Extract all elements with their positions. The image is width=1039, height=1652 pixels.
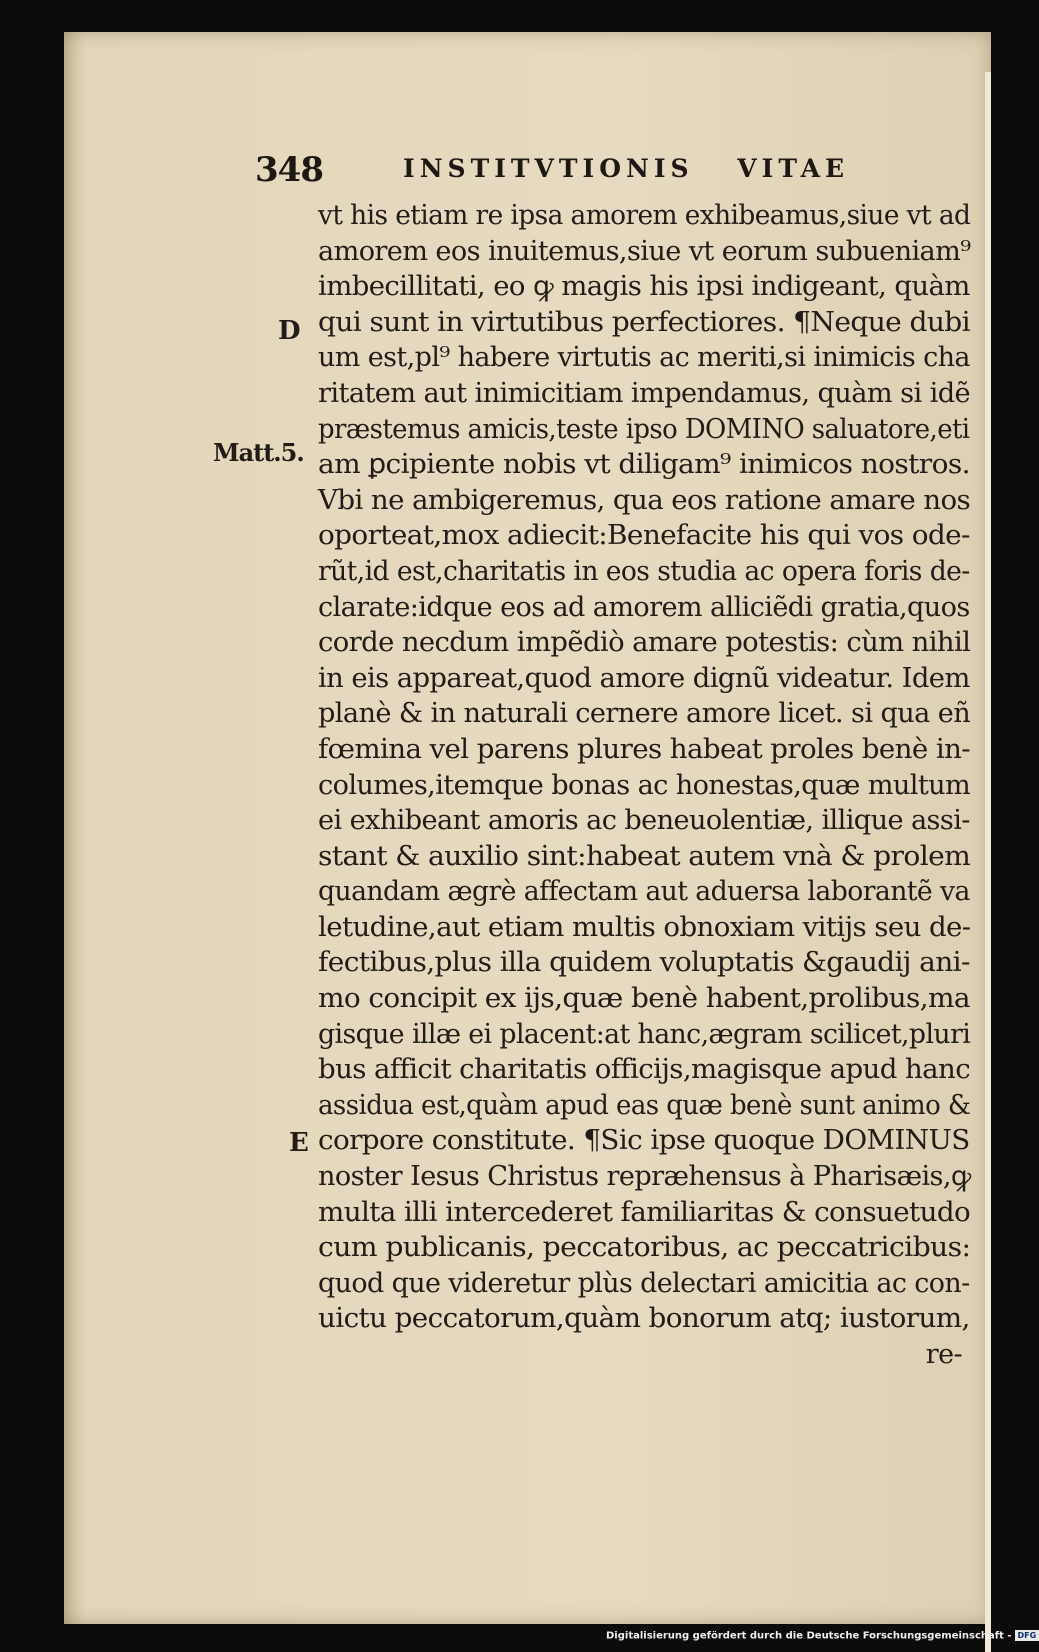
text-line: ritatem aut inimicitiam impendamus, quàm si idẽ [318, 377, 971, 409]
text-line: letudine,aut etiam multis obnoxiam vitijs seu de- [318, 911, 971, 943]
catchword: re- [925, 1339, 962, 1370]
text-line: rũt,id est,charitatis in eos studia ac opera foris de- [318, 555, 970, 587]
running-title: INSTITVTIONIS VITAE [403, 154, 850, 183]
text-line: ei exhibeant amoris ac beneuolentiæ, illique assi- [318, 805, 970, 837]
text-line: oporteat,mox adiecit:Benefacite his qui vos ode- [318, 520, 970, 552]
footer-credit [606, 1630, 1039, 1642]
text-line: assidua est,quàm apud eas quæ benè sunt animo & [318, 1089, 971, 1121]
marginal-section-e: E [289, 1128, 309, 1158]
text-line: corpore constitute. ¶Sic ipse quoque DOMINUS [318, 1125, 970, 1157]
text-line: qui sunt in virtutibus perfectiores. ¶Neque dubi [318, 306, 970, 338]
page-number: 348 [255, 150, 323, 190]
text-line: in eis appareat,quod amore dignũ videatur. Idem [318, 662, 970, 694]
text-line: amorem eos inuitemus,siue vt eorum subueniam⁹ [318, 235, 971, 267]
text-line: cum publicanis, peccatoribus, ac peccatricibus: [318, 1232, 971, 1264]
text-line: quandam ægrè affectam aut aduersa laborantẽ va [318, 876, 970, 908]
marginal-reference: Matt.5. [213, 438, 304, 467]
text-line: multa illi intercederet familiaritas & consuetudo [318, 1196, 971, 1228]
text-line: Vbi ne ambigeremus, qua eos ratione amare nos [318, 484, 971, 516]
text-line: uictu peccatorum,quàm bonorum atq; iustorum, [318, 1303, 970, 1335]
text-line: am ꝑcipiente nobis vt diligam⁹ inimicos nostros. [318, 449, 970, 481]
marginal-section-d: D [278, 316, 301, 346]
text-line: gisque illæ ei placent:at hanc,ægram scilicet,pluri [318, 1018, 971, 1050]
text-line: bus afficit charitatis officijs,magisque apud hanc [318, 1054, 971, 1086]
text-line: quod que videretur plùs delectari amicitia ac con- [318, 1267, 970, 1299]
text-line: corde necdum impẽdiò amare potestis: cùm nihil [318, 627, 971, 659]
text-line: clarate:idque eos ad amorem alliciẽdi gratia,quos [318, 591, 970, 623]
text-line: imbecillitati, eo ꝙ magis his ipsi indigeant, quàm [318, 271, 970, 303]
text-line: columes,itemque bonas ac honestas,quæ multum [318, 769, 971, 801]
text-line: præstemus amicis,teste ipso DOMINO saluatore,eti [318, 413, 970, 445]
text-line: mo concipit ex ijs,quæ benè habent,prolibus,ma [318, 983, 970, 1015]
page-header [255, 150, 895, 190]
text-line: um est,pl⁹ habere virtutis ac meriti,si inimicis cha [318, 342, 970, 374]
footer-credit-text: Digitalisierung gefördert durch die Deutsche Forschungsgemeinschaft - [606, 1630, 1012, 1642]
dfg-logo: DFG [1015, 1630, 1039, 1641]
text-line: vt his etiam re ipsa amorem exhibeamus,siue vt ad [318, 200, 971, 231]
text-line: fectibus,plus illa quidem voluptatis &gaudij ani- [318, 947, 970, 979]
text-line: stant & auxilio sint:habeat autem vnà & prolem [318, 840, 971, 872]
text-line: planè & in naturali cernere amore licet. si qua eñ [318, 698, 971, 730]
text-line: noster Iesus Christus repræhensus à Pharisæis,ꝙ [318, 1161, 971, 1193]
body-text [318, 198, 970, 1373]
text-line: fœmina vel parens plures habeat proles benè in- [318, 733, 971, 765]
